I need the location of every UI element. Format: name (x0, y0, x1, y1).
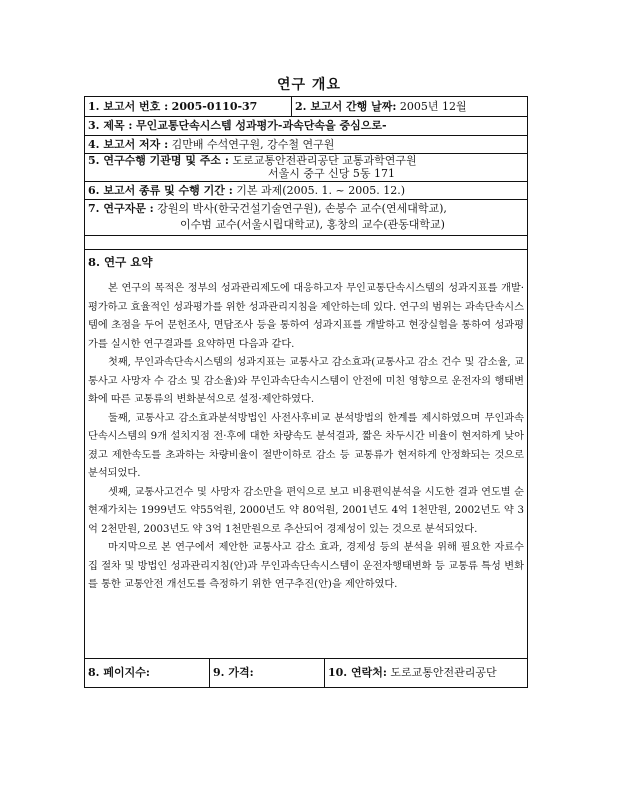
row-authors (85, 136, 527, 154)
report-number-cell (85, 97, 291, 116)
authors-label: 4. 보고서 저자 : (88, 138, 169, 151)
row-report-number-date (85, 97, 527, 117)
price-label: 9. 가격: (213, 666, 254, 679)
summary-body (88, 280, 524, 595)
row-subject (85, 117, 527, 136)
price-cell (210, 659, 324, 687)
report-overview-table (84, 96, 528, 688)
summary-paragraph: 둘째, 교통사고 감소효과분석방법인 사전사후비교 분석방법의 한계를 제시하였으며 무인과속단속시스템의 9개 설치지점 전·후에 대한 차량속도 분석결과, 짧은 차두시간 비율이 현저하게 낮아졌고 제한속도를 초과하는 차량비율이 절반이하로 감소 등 교통류가 현저하게 안정화되는 것으로 분석되었다. (88, 412, 524, 479)
publication-date-label: 2. 보고서 간행 날짜: (295, 100, 397, 113)
report-number-value: 2005-0110-37 (171, 100, 258, 113)
summary-paragraph: 마지막으로 본 연구에서 제안한 교통사고 감소 효과, 경제성 등의 분석을 위해 필요한 자료수집 절차 및 방법인 성과관리지침(안)과 무인과속단속시스템이 운전자행태변화 등 교통류 특성 변화를 통한 교통안전 개선도를 측정하기 위한 연구추진(안)을 제안하였다. (88, 542, 524, 590)
contact-label: 10. 연락처: (328, 666, 387, 679)
institution-label: 5. 연구수행 기관명 및 주소 : (88, 154, 229, 167)
institution-name: 도로교통안전관리공단 교통과학연구원 (232, 154, 417, 167)
page-title: 연구 개요 (277, 77, 341, 93)
institution-address: 서울시 중구 신당 5동 171 (268, 166, 395, 180)
report-type-label: 6. 보고서 종류 및 수행 기간 : (88, 184, 233, 197)
research-summary (85, 250, 527, 659)
advisors-line2: 이수범 교수(서울시립대학교), 홍창의 교수(관동대학교) (180, 218, 445, 231)
summary-paragraph: 셋째, 교통사고건수 및 사망자 감소만을 편익으로 보고 비용편익분석을 시도한 결과 연도별 순현재가치는 1999년도 약55억원, 2000년도 약 80억원, 2001년도 4억 1천만원, 2002년도 약 3억 2천만원, 2003년도 약 3억 1천만원으로 추산되어 경제성이 있는 것으로 분석되었다. (88, 486, 524, 535)
advisors-line1: 강원의 박사(한국건설기술연구원), 손봉수 교수(연세대학교), (157, 202, 447, 215)
authors-value: 김만배 수석연구원, 강수철 연구원 (171, 138, 335, 151)
contact-value: 도로교통안전관리공단 (390, 666, 497, 679)
row-institution (85, 154, 527, 182)
advisors-label: 7. 연구자문 : (88, 202, 154, 215)
summary-paragraph: 첫째, 무인과속단속시스템의 성과지표는 교통사고 감소효과(교통사고 감소 건수 및 감소율, 교통사고 사망자 수 감소 및 감소율)와 무인과속단속시스템이 안전에 미친 영향으로 운전자의 행태변화에 따른 교통류의 변화분석으로 설정·제안하였다. (88, 357, 524, 405)
summary-heading: 8. 연구 요약 (88, 255, 153, 269)
row-report-type (85, 182, 527, 200)
report-number-label: 1. 보고서 번호 : (88, 100, 169, 113)
subject-label: 3. 제목 : (88, 119, 133, 132)
row-spacer (85, 236, 527, 250)
summary-paragraph: 본 연구의 목적은 정부의 성과관리제도에 대응하고자 무인교통단속시스템의 성과지표를 개발·평가하고 효율적인 성과평가를 위한 성과관리지침을 제안하는데 있다. 연구의 범위는 과속단속시스템에 초점을 두어 문헌조사, 면담조사 등을 통하여 성과지표를 개발하고 현장실험을 통하여 성과평가를 실시한 연구결과를 요약하면 다음과 같다. (88, 283, 524, 350)
pages-cell (85, 659, 209, 687)
contact-cell (325, 659, 527, 687)
pages-label: 8. 페이지수: (88, 666, 150, 679)
report-type-value: 기본 과제(2005. 1. ~ 2005. 12.) (236, 184, 406, 197)
publication-date-value: 2005년 12월 (399, 100, 467, 113)
row-footer (85, 659, 527, 687)
subject-value: 무인교통단속시스템 성과평가-과속단속을 중심으로- (135, 119, 387, 132)
publication-date-cell (292, 97, 527, 116)
row-advisors (85, 200, 527, 236)
